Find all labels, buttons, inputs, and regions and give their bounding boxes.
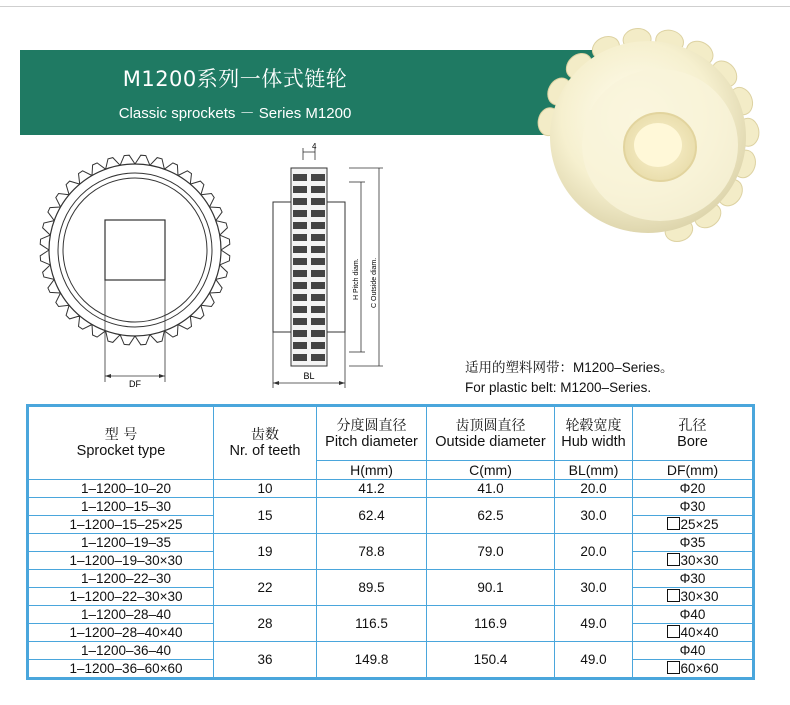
cell-outside-diameter: 62.5 <box>427 498 555 534</box>
pitch-diam-label: H Pitch diam. <box>353 258 360 300</box>
cell-bore <box>633 498 754 516</box>
table-row <box>28 498 754 516</box>
bore-value: Φ30 <box>679 498 706 514</box>
cell-bore <box>633 624 754 642</box>
col-header-type: 型 号 Sprocket type <box>28 406 214 480</box>
square-bore-icon <box>667 589 680 602</box>
unit-df: DF(mm) <box>633 461 754 480</box>
cell-teeth: 15 <box>214 498 317 534</box>
unit-c: C(mm) <box>427 461 555 480</box>
side-tooth <box>293 234 307 241</box>
bore-value: Φ35 <box>679 534 706 550</box>
cell-pitch-diameter: 149.8 <box>317 642 427 679</box>
cell-bore <box>633 606 754 624</box>
cell-sprocket-type: 1–1200–15–25×25 <box>28 516 214 534</box>
bore-value: 60×60 <box>680 660 719 676</box>
side-tooth <box>293 246 307 253</box>
cell-sprocket-type: 1–1200–22–30×30 <box>28 588 214 606</box>
col-header-outside: 齿顶圆直径 Outside diameter <box>427 406 555 461</box>
side-tooth <box>293 174 307 181</box>
bl-dim-label: BL <box>303 371 315 381</box>
cell-outside-diameter: 150.4 <box>427 642 555 679</box>
bore-value: 25×25 <box>680 516 719 532</box>
side-tooth <box>293 354 307 361</box>
side-tooth <box>293 186 307 193</box>
table-row <box>28 534 754 552</box>
cell-outside-diameter: 116.9 <box>427 606 555 642</box>
side-tooth <box>293 198 307 205</box>
cell-teeth: 28 <box>214 606 317 642</box>
cell-sprocket-type: 1–1200–19–35 <box>28 534 214 552</box>
cell-bore <box>633 534 754 552</box>
top-divider <box>0 6 790 7</box>
square-bore-icon <box>667 625 680 638</box>
side-tooth <box>311 282 325 289</box>
table-row <box>28 570 754 588</box>
side-tooth <box>293 282 307 289</box>
cell-sprocket-type: 1–1200–15–30 <box>28 498 214 516</box>
cell-hub-width: 49.0 <box>555 606 633 642</box>
side-tooth <box>293 210 307 217</box>
cell-bore <box>633 642 754 660</box>
square-bore-icon <box>667 553 680 566</box>
note-zh: 适用的塑料网带：M1200–Series。 <box>465 360 674 375</box>
side-tooth <box>311 354 325 361</box>
bore-value: Φ40 <box>679 642 706 658</box>
cell-outside-diameter: 79.0 <box>427 534 555 570</box>
cell-pitch-diameter: 116.5 <box>317 606 427 642</box>
cell-sprocket-type: 1–1200–36–60×60 <box>28 660 214 679</box>
cell-sprocket-type: 1–1200–19–30×30 <box>28 552 214 570</box>
sprocket-teeth-outline <box>40 155 230 345</box>
cell-sprocket-type: 1–1200–36–40 <box>28 642 214 660</box>
side-tooth <box>311 258 325 265</box>
cell-hub-width: 20.0 <box>555 480 633 498</box>
side-tooth <box>293 306 307 313</box>
side-tooth <box>293 294 307 301</box>
cell-hub-width: 30.0 <box>555 570 633 606</box>
side-tooth <box>311 234 325 241</box>
unit-bl: BL(mm) <box>555 461 633 480</box>
side-tooth <box>293 318 307 325</box>
table-row <box>28 606 754 624</box>
cell-teeth: 10 <box>214 480 317 498</box>
cell-pitch-diameter: 62.4 <box>317 498 427 534</box>
side-tooth <box>311 246 325 253</box>
cell-pitch-diameter: 41.2 <box>317 480 427 498</box>
cell-pitch-diameter: 78.8 <box>317 534 427 570</box>
cell-hub-width: 49.0 <box>555 642 633 679</box>
bore-value: 40×40 <box>680 624 719 640</box>
cell-sprocket-type: 1–1200–10–20 <box>28 480 214 498</box>
side-tooth <box>293 270 307 277</box>
col-header-bore: 孔径 Bore <box>633 406 754 461</box>
note-en: For plastic belt: M1200–Series. <box>465 380 652 395</box>
table-row <box>28 642 754 660</box>
cell-teeth: 36 <box>214 642 317 679</box>
side-tooth <box>293 330 307 337</box>
cell-bore <box>633 516 754 534</box>
cell-hub-width: 30.0 <box>555 498 633 534</box>
unit-h: H(mm) <box>317 461 427 480</box>
tooth-width-label: 4 <box>312 142 317 151</box>
side-tooth <box>311 186 325 193</box>
cell-sprocket-type: 1–1200–28–40×40 <box>28 624 214 642</box>
spec-table <box>26 404 755 680</box>
side-tooth <box>311 306 325 313</box>
square-bore-icon <box>667 517 680 530</box>
cell-bore <box>633 480 754 498</box>
side-view-drawing <box>265 140 395 395</box>
bore-value: Φ40 <box>679 606 706 622</box>
side-tooth <box>311 270 325 277</box>
table-row <box>28 480 754 498</box>
side-tooth <box>311 222 325 229</box>
square-bore-icon <box>667 661 680 674</box>
cell-outside-diameter: 90.1 <box>427 570 555 606</box>
cell-bore <box>633 552 754 570</box>
bore-value: 30×30 <box>680 588 719 604</box>
side-tooth <box>311 198 325 205</box>
cell-bore <box>633 570 754 588</box>
front-view-drawing <box>25 150 245 395</box>
cell-sprocket-type: 1–1200–22–30 <box>28 570 214 588</box>
side-tooth <box>311 318 325 325</box>
cell-bore <box>633 660 754 679</box>
col-header-hub: 轮毂宽度 Hub width <box>555 406 633 461</box>
side-tooth <box>311 330 325 337</box>
bore-value: 30×30 <box>680 552 719 568</box>
side-tooth <box>293 258 307 265</box>
df-dim-label: DF <box>129 379 141 389</box>
cell-bore <box>633 588 754 606</box>
side-tooth <box>293 222 307 229</box>
title-en: Classic sprockets － Series M1200 <box>118 105 352 122</box>
cell-teeth: 22 <box>214 570 317 606</box>
col-header-teeth: 齿数 Nr. of teeth <box>214 406 317 480</box>
outside-diam-label: C Outside diam. <box>371 257 378 308</box>
cell-hub-width: 20.0 <box>555 534 633 570</box>
side-tooth <box>311 210 325 217</box>
bore-value: Φ30 <box>679 570 706 586</box>
side-tooth <box>311 174 325 181</box>
sprocket-product-photo <box>520 15 760 245</box>
belt-note <box>465 358 674 398</box>
cell-pitch-diameter: 89.5 <box>317 570 427 606</box>
side-tooth <box>311 342 325 349</box>
cell-outside-diameter: 41.0 <box>427 480 555 498</box>
side-tooth <box>311 294 325 301</box>
side-tooth <box>293 342 307 349</box>
cell-sprocket-type: 1–1200–28–40 <box>28 606 214 624</box>
bore-value: Φ20 <box>679 480 706 496</box>
cell-teeth: 19 <box>214 534 317 570</box>
col-header-pitch: 分度圆直径 Pitch diameter <box>317 406 427 461</box>
title-zh: M1200系列一体式链轮 <box>122 67 348 91</box>
